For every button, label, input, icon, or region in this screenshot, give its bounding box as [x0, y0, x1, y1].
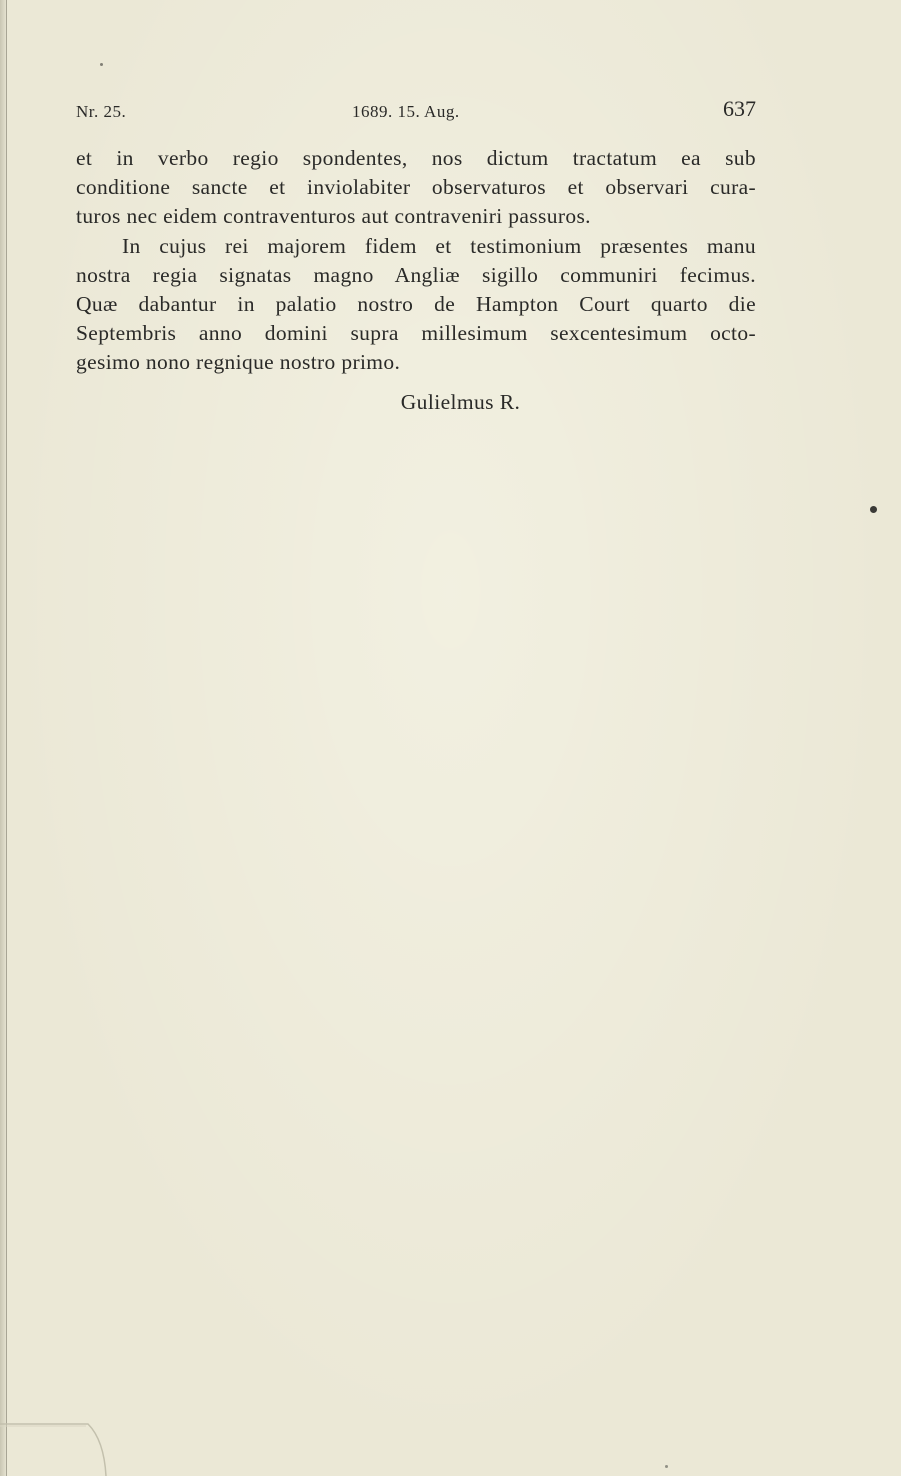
ink-speck — [665, 1465, 668, 1468]
text-line: conditione sancte et inviolabiter observaturos et observari cura- — [76, 175, 756, 200]
page-corner-fold — [0, 1420, 110, 1476]
header-date: 1689. 15. Aug. — [352, 102, 460, 121]
ink-speck — [100, 63, 103, 66]
document-number: Nr. 25. — [76, 102, 127, 121]
page-binding-edge — [0, 0, 7, 1476]
ink-speck — [870, 506, 877, 513]
text-line: et in verbo regio spondentes, nos dictum tractatum ea sub — [76, 146, 756, 170]
signature-line: Gulielmus R. — [400, 390, 521, 414]
text-line: Septembris anno domini supra millesimum sexcentesimum octo- — [76, 321, 756, 346]
text-line: In cujus rei majorem fidem et testimonium præsentes manu — [122, 233, 756, 258]
text-line: Quæ dabantur in palatio nostro de Hampton Court quarto die — [76, 292, 756, 317]
text-line: gesimo nono regnique nostro primo. — [76, 350, 401, 375]
text-line: turos nec eidem contraventuros aut contraveniri passuros. — [76, 204, 591, 229]
body-text — [76, 144, 756, 378]
running-header — [76, 96, 756, 126]
page-number: 637 — [723, 96, 756, 121]
text-line: nostra regia signatas magno Angliæ sigillo communiri fecimus. — [76, 262, 756, 287]
